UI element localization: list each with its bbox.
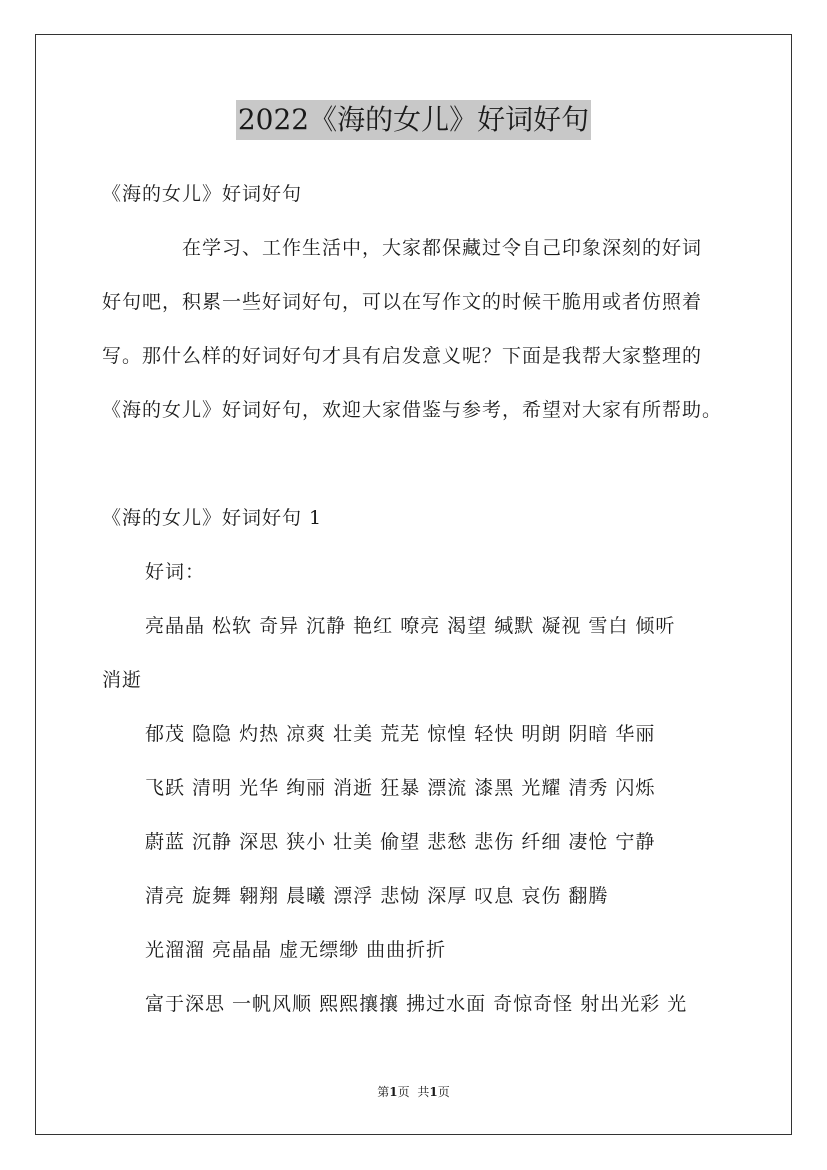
- intro-line-2: 好句吧，积累一些好词好句，可以在写作文的时候干脆用或者仿照着: [102, 291, 703, 313]
- intro-line-1: 在学习、工作生活中，大家都保藏过令自己印象深刻的好词: [182, 237, 703, 259]
- word-line: 亮晶晶 松软 奇异 沉静 艳红 嘹亮 渴望 缄默 凝视 雪白 倾听: [145, 615, 676, 637]
- total-suffix: 页: [437, 1085, 450, 1099]
- good-words-label: 好词：: [145, 561, 206, 583]
- total-pages: 1: [429, 1085, 438, 1099]
- total-prefix: 共: [417, 1085, 430, 1099]
- word-line: 郁茂 隐隐 灼热 凉爽 壮美 荒芜 惊惶 轻快 明朗 阴暗 华丽: [145, 723, 656, 745]
- section-heading: 《海的女儿》好词好句 1: [102, 507, 323, 529]
- word-line: 消逝: [102, 669, 143, 691]
- page-suffix: 页: [397, 1085, 410, 1099]
- word-line: 清亮 旋舞 翱翔 晨曦 漂浮 悲恸 深厚 叹息 哀伤 翻腾: [145, 885, 609, 907]
- intro-line-3: 写。那什么样的好词好句才具有启发意义呢？下面是我帮大家整理的: [102, 345, 703, 367]
- subtitle: 《海的女儿》好词好句: [102, 183, 303, 205]
- word-line: 飞跃 清明 光华 绚丽 消逝 狂暴 漂流 漆黑 光耀 清秀 闪烁: [145, 777, 656, 799]
- word-line: 光溜溜 亮晶晶 虚无缥缈 曲曲折折: [145, 939, 447, 961]
- title-container: [0, 100, 827, 140]
- word-line: 蔚蓝 沉静 深思 狭小 壮美 偷望 悲愁 悲伤 纤细 凄怆 宁静: [145, 831, 656, 853]
- word-line: 富于深思 一帆风顺 熙熙攘攘 拂过水面 奇惊奇怪 射出光彩 光: [145, 993, 688, 1015]
- intro-line-4: 《海的女儿》好词好句，欢迎大家借鉴与参考，希望对大家有所帮助。: [102, 399, 723, 421]
- page-footer: [0, 1083, 827, 1100]
- page-number: 1: [389, 1085, 398, 1099]
- page-prefix: 第: [377, 1085, 390, 1099]
- document-title: 2022《海的女儿》好词好句: [236, 100, 591, 140]
